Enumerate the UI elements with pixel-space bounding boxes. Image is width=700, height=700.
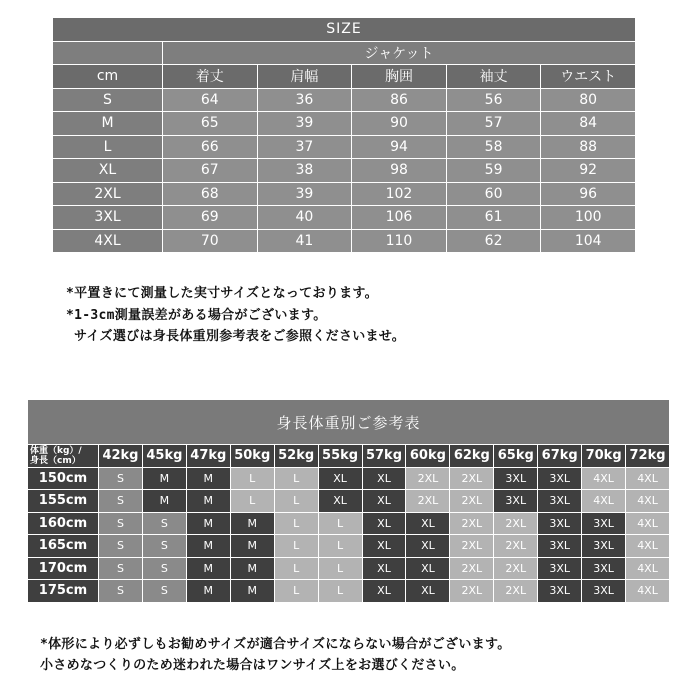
recommended-size-cell: 2XL: [450, 467, 494, 490]
reference-row: [28, 580, 670, 603]
weight-header: 72kg: [626, 445, 670, 468]
size-value-cell: 68: [163, 182, 258, 206]
size-value-cell: 59: [446, 159, 541, 183]
size-table-corner-blank: [53, 41, 163, 65]
size-table-title: SIZE: [53, 18, 636, 42]
size-value-cell: 56: [446, 88, 541, 112]
size-value-cell: 66: [163, 135, 258, 159]
error-note: *1-3cm測量誤差がある場合がございます。: [66, 308, 327, 323]
recommended-size-cell: 3XL: [538, 580, 582, 603]
size-value-cell: 80: [541, 88, 636, 112]
recommended-size-cell: L: [274, 512, 318, 535]
size-value-cell: 60: [446, 182, 541, 206]
size-value-cell: 65: [163, 112, 258, 136]
recommended-size-cell: 4XL: [626, 557, 670, 580]
recommended-size-cell: 2XL: [494, 512, 538, 535]
height-label: 150cm: [28, 467, 99, 490]
size-value-cell: 90: [352, 112, 447, 136]
recommended-size-cell: 2XL: [450, 557, 494, 580]
recommended-size-cell: L: [274, 557, 318, 580]
recommended-size-cell: XL: [362, 490, 406, 513]
recommended-size-cell: L: [274, 467, 318, 490]
size-value-cell: 98: [352, 159, 447, 183]
weight-header: 62kg: [450, 445, 494, 468]
size-value-cell: 39: [257, 182, 352, 206]
reference-corner-label: [28, 445, 99, 468]
size-value-cell: 57: [446, 112, 541, 136]
recommended-size-cell: 4XL: [626, 467, 670, 490]
size-value-cell: 40: [257, 206, 352, 230]
size-up-note: 小さめなつくりのため迷われた場合はワンサイズ上をお選びください。: [40, 658, 465, 673]
recommended-size-cell: 3XL: [538, 535, 582, 558]
size-value-cell: 88: [541, 135, 636, 159]
recommended-size-cell: XL: [362, 580, 406, 603]
size-label: 2XL: [53, 182, 163, 206]
measurement-note: *平置きにて測量した実寸サイズとなっております。: [66, 286, 378, 301]
weight-header: 47kg: [186, 445, 230, 468]
recommended-size-cell: L: [230, 467, 274, 490]
recommended-size-cell: S: [142, 512, 186, 535]
size-table-row: [53, 159, 636, 183]
recommended-size-cell: M: [230, 557, 274, 580]
size-table-row: [53, 112, 636, 136]
recommended-size-cell: 2XL: [494, 535, 538, 558]
recommended-size-cell: 2XL: [406, 467, 450, 490]
recommended-size-cell: L: [274, 535, 318, 558]
size-col-header: ウエスト: [541, 65, 636, 89]
size-value-cell: 36: [257, 88, 352, 112]
recommended-size-cell: M: [142, 467, 186, 490]
recommended-size-cell: M: [186, 535, 230, 558]
recommended-size-cell: 4XL: [626, 490, 670, 513]
recommended-size-cell: 3XL: [582, 580, 626, 603]
size-table-row: [53, 135, 636, 159]
weight-header: 50kg: [230, 445, 274, 468]
reference-row: [28, 535, 670, 558]
size-value-cell: 94: [352, 135, 447, 159]
recommended-size-cell: 4XL: [626, 512, 670, 535]
weight-header: 60kg: [406, 445, 450, 468]
recommended-size-cell: 3XL: [538, 512, 582, 535]
recommended-size-cell: M: [186, 490, 230, 513]
size-value-cell: 67: [163, 159, 258, 183]
recommended-size-cell: 2XL: [450, 490, 494, 513]
recommended-size-cell: L: [318, 557, 362, 580]
recommended-size-cell: XL: [318, 467, 362, 490]
recommended-size-cell: 2XL: [406, 490, 450, 513]
recommended-size-cell: S: [142, 557, 186, 580]
weight-header: 42kg: [99, 445, 143, 468]
size-value-cell: 106: [352, 206, 447, 230]
size-label: S: [53, 88, 163, 112]
weight-axis-label: 体重（kg）/: [30, 445, 82, 456]
recommended-size-cell: XL: [406, 535, 450, 558]
recommended-size-cell: 3XL: [538, 557, 582, 580]
recommended-size-cell: XL: [362, 557, 406, 580]
size-table-row: [53, 229, 636, 253]
recommended-size-cell: XL: [318, 490, 362, 513]
recommended-size-cell: XL: [362, 535, 406, 558]
weight-header: 55kg: [318, 445, 362, 468]
recommended-size-cell: S: [99, 512, 143, 535]
reference-row: [28, 512, 670, 535]
recommended-size-cell: S: [99, 467, 143, 490]
recommended-size-cell: M: [186, 512, 230, 535]
size-col-header: 肩幅: [257, 65, 352, 89]
recommended-size-cell: 4XL: [626, 580, 670, 603]
recommended-size-cell: 3XL: [494, 467, 538, 490]
recommended-size-cell: M: [186, 557, 230, 580]
recommended-size-cell: XL: [406, 580, 450, 603]
height-label: 165cm: [28, 535, 99, 558]
size-table-row: [53, 206, 636, 230]
size-value-cell: 84: [541, 112, 636, 136]
size-value-cell: 104: [541, 229, 636, 253]
recommended-size-cell: S: [99, 535, 143, 558]
reference-row: [28, 490, 670, 513]
recommended-size-cell: L: [318, 512, 362, 535]
weight-header: 65kg: [494, 445, 538, 468]
recommended-size-cell: 2XL: [450, 512, 494, 535]
size-table-subtitle: ジャケット: [163, 41, 636, 65]
recommended-size-cell: 3XL: [538, 490, 582, 513]
weight-header: 57kg: [362, 445, 406, 468]
weight-header: 70kg: [582, 445, 626, 468]
weight-header: 67kg: [538, 445, 582, 468]
recommended-size-cell: XL: [362, 467, 406, 490]
recommended-size-cell: M: [230, 535, 274, 558]
recommended-size-cell: M: [230, 512, 274, 535]
recommended-size-cell: 2XL: [494, 580, 538, 603]
recommended-size-cell: 4XL: [582, 490, 626, 513]
recommended-size-cell: L: [318, 535, 362, 558]
size-label: 4XL: [53, 229, 163, 253]
recommended-size-cell: S: [142, 535, 186, 558]
size-col-header: 着丈: [163, 65, 258, 89]
recommended-size-cell: XL: [362, 512, 406, 535]
recommended-size-cell: M: [186, 467, 230, 490]
size-value-cell: 100: [541, 206, 636, 230]
size-value-cell: 61: [446, 206, 541, 230]
height-axis-label: 身長（cm）: [30, 455, 81, 466]
size-label: L: [53, 135, 163, 159]
recommended-size-cell: 3XL: [494, 490, 538, 513]
recommended-size-cell: L: [274, 490, 318, 513]
reference-table-title: 身長体重別ご参考表: [28, 400, 670, 445]
recommended-size-cell: 3XL: [582, 535, 626, 558]
recommended-size-cell: M: [230, 580, 274, 603]
reference-table: [27, 399, 670, 603]
recommended-size-cell: S: [99, 557, 143, 580]
size-label: XL: [53, 159, 163, 183]
recommended-size-cell: S: [142, 580, 186, 603]
size-label: 3XL: [53, 206, 163, 230]
size-value-cell: 41: [257, 229, 352, 253]
height-label: 160cm: [28, 512, 99, 535]
size-value-cell: 58: [446, 135, 541, 159]
size-table-row: [53, 88, 636, 112]
height-label: 170cm: [28, 557, 99, 580]
size-value-cell: 86: [352, 88, 447, 112]
weight-header: 45kg: [142, 445, 186, 468]
reference-row: [28, 557, 670, 580]
recommended-size-cell: XL: [406, 557, 450, 580]
size-value-cell: 92: [541, 159, 636, 183]
weight-header: 52kg: [274, 445, 318, 468]
recommended-size-cell: 3XL: [582, 512, 626, 535]
recommended-size-cell: XL: [406, 512, 450, 535]
size-value-cell: 110: [352, 229, 447, 253]
size-value-cell: 96: [541, 182, 636, 206]
size-value-cell: 39: [257, 112, 352, 136]
height-label: 175cm: [28, 580, 99, 603]
reference-header-row: [28, 445, 670, 468]
size-col-header: 袖丈: [446, 65, 541, 89]
size-label: M: [53, 112, 163, 136]
recommended-size-cell: 2XL: [450, 580, 494, 603]
size-value-cell: 102: [352, 182, 447, 206]
size-value-cell: 69: [163, 206, 258, 230]
recommended-size-cell: L: [318, 580, 362, 603]
size-table-unit: cm: [53, 65, 163, 89]
recommended-size-cell: 4XL: [582, 467, 626, 490]
size-value-cell: 64: [163, 88, 258, 112]
size-value-cell: 62: [446, 229, 541, 253]
reference-row: [28, 467, 670, 490]
recommended-size-cell: L: [230, 490, 274, 513]
size-value-cell: 38: [257, 159, 352, 183]
recommended-size-cell: S: [99, 490, 143, 513]
size-value-cell: 37: [257, 135, 352, 159]
reference-note: サイズ選びは身長体重別参考表をご参照くださいませ。: [74, 329, 406, 344]
recommended-size-cell: 3XL: [582, 557, 626, 580]
recommended-size-cell: 2XL: [494, 557, 538, 580]
recommended-size-cell: 2XL: [450, 535, 494, 558]
recommended-size-cell: 4XL: [626, 535, 670, 558]
recommended-size-cell: S: [99, 580, 143, 603]
recommended-size-cell: M: [186, 580, 230, 603]
size-value-cell: 70: [163, 229, 258, 253]
fit-warning-note: *体形により必ずしもお勧めサイズが適合サイズにならない場合がございます。: [40, 637, 511, 652]
size-table: [52, 17, 636, 253]
size-table-row: [53, 182, 636, 206]
height-label: 155cm: [28, 490, 99, 513]
recommended-size-cell: 3XL: [538, 467, 582, 490]
size-col-header: 胸囲: [352, 65, 447, 89]
recommended-size-cell: M: [142, 490, 186, 513]
recommended-size-cell: L: [274, 580, 318, 603]
